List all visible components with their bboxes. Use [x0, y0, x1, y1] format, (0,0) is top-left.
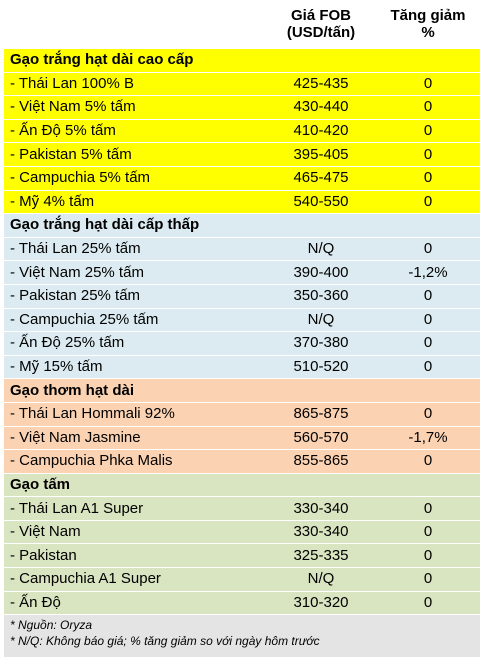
fob-price: 330-340: [266, 497, 376, 521]
table-row: [4, 261, 480, 285]
header-product: [4, 0, 266, 49]
table-row: [4, 426, 480, 450]
price-change: 0: [376, 119, 480, 143]
price-change: 0: [376, 520, 480, 544]
fob-price: 430-440: [266, 96, 376, 120]
product-name: - Campuchia Phka Malis: [4, 450, 266, 474]
fob-price: N/Q: [266, 308, 376, 332]
product-name: - Ấn Độ 5% tấm: [4, 119, 266, 143]
price-change: 0: [376, 568, 480, 592]
section-header-row: [4, 473, 480, 497]
footnotes: [4, 615, 480, 657]
section-title: Gạo thơm hạt dài: [4, 379, 480, 403]
product-name: - Campuchia A1 Super: [4, 568, 266, 592]
fob-price: 310-320: [266, 591, 376, 615]
fob-price: 510-520: [266, 355, 376, 379]
fob-price: 855-865: [266, 450, 376, 474]
fob-price: 465-475: [266, 166, 376, 190]
product-name: - Ấn Độ 25% tấm: [4, 332, 266, 356]
price-change: 0: [376, 237, 480, 261]
product-name: - Campuchia 5% tấm: [4, 166, 266, 190]
product-name: - Việt Nam Jasmine: [4, 426, 266, 450]
table-row: [4, 332, 480, 356]
header-change: [376, 0, 480, 49]
table-row: [4, 284, 480, 308]
table-row: [4, 450, 480, 474]
price-change: 0: [376, 497, 480, 521]
table-row: [4, 119, 480, 143]
section-header-row: [4, 49, 480, 73]
price-change: 0: [376, 402, 480, 426]
rice-price-table-container: [4, 0, 480, 657]
section-title: Gạo tấm: [4, 473, 480, 497]
footnote-nq: * N/Q: Không báo giá; % tăng giảm so với ngày hôm trước: [10, 634, 320, 649]
price-change: 0: [376, 143, 480, 167]
table-row: [4, 190, 480, 214]
product-name: - Thái Lan A1 Super: [4, 497, 266, 521]
header-change-line1: Tăng giảm: [390, 7, 466, 24]
table-body: [4, 0, 480, 615]
fob-price: 865-875: [266, 402, 376, 426]
price-change: -1,2%: [376, 261, 480, 285]
section-title: Gạo trắng hạt dài cao cấp: [4, 49, 480, 73]
price-change: 0: [376, 166, 480, 190]
section-header-row: [4, 379, 480, 403]
product-name: - Việt Nam 25% tấm: [4, 261, 266, 285]
header-fob-line2: (USD/tấn): [286, 24, 356, 41]
product-name: - Thái Lan 25% tấm: [4, 237, 266, 261]
price-change: 0: [376, 72, 480, 96]
price-change: -1,7%: [376, 426, 480, 450]
section-title: Gạo trắng hạt dài cấp thấp: [4, 214, 480, 238]
fob-price: 350-360: [266, 284, 376, 308]
price-change: 0: [376, 284, 480, 308]
product-name: - Pakistan 5% tấm: [4, 143, 266, 167]
header-change-line2: %: [421, 24, 435, 41]
table-row: [4, 237, 480, 261]
header-fob-line1: Giá FOB: [290, 7, 351, 24]
fob-price: 370-380: [266, 332, 376, 356]
product-name: - Pakistan: [4, 544, 266, 568]
table-row: [4, 355, 480, 379]
product-name: - Thái Lan 100% B: [4, 72, 266, 96]
table-row: [4, 166, 480, 190]
table-row: [4, 143, 480, 167]
table-row: [4, 497, 480, 521]
rice-price-table: [4, 0, 480, 615]
table-row: [4, 308, 480, 332]
fob-price: 540-550: [266, 190, 376, 214]
table-row: [4, 544, 480, 568]
product-name: - Việt Nam: [4, 520, 266, 544]
price-change: 0: [376, 332, 480, 356]
fob-price: 325-335: [266, 544, 376, 568]
table-row: [4, 568, 480, 592]
product-name: - Thái Lan Hommali 92%: [4, 402, 266, 426]
product-name: - Mỹ 15% tấm: [4, 355, 266, 379]
fob-price: 390-400: [266, 261, 376, 285]
price-change: 0: [376, 591, 480, 615]
table-row: [4, 591, 480, 615]
footnote-source: * Nguồn: Oryza: [10, 618, 93, 633]
table-row: [4, 520, 480, 544]
price-change: 0: [376, 308, 480, 332]
product-name: - Pakistan 25% tấm: [4, 284, 266, 308]
product-name: - Việt Nam 5% tấm: [4, 96, 266, 120]
table-row: [4, 96, 480, 120]
fob-price: 425-435: [266, 72, 376, 96]
price-change: 0: [376, 355, 480, 379]
price-change: 0: [376, 96, 480, 120]
price-change: 0: [376, 450, 480, 474]
fob-price: 330-340: [266, 520, 376, 544]
product-name: - Ấn Độ: [4, 591, 266, 615]
table-row: [4, 72, 480, 96]
fob-price: N/Q: [266, 568, 376, 592]
fob-price: 395-405: [266, 143, 376, 167]
header-fob-price: [266, 0, 376, 49]
section-header-row: [4, 214, 480, 238]
fob-price: 560-570: [266, 426, 376, 450]
price-change: 0: [376, 190, 480, 214]
product-name: - Mỹ 4% tấm: [4, 190, 266, 214]
table-row: [4, 402, 480, 426]
fob-price: N/Q: [266, 237, 376, 261]
fob-price: 410-420: [266, 119, 376, 143]
header-row: [4, 0, 480, 49]
price-change: 0: [376, 544, 480, 568]
product-name: - Campuchia 25% tấm: [4, 308, 266, 332]
